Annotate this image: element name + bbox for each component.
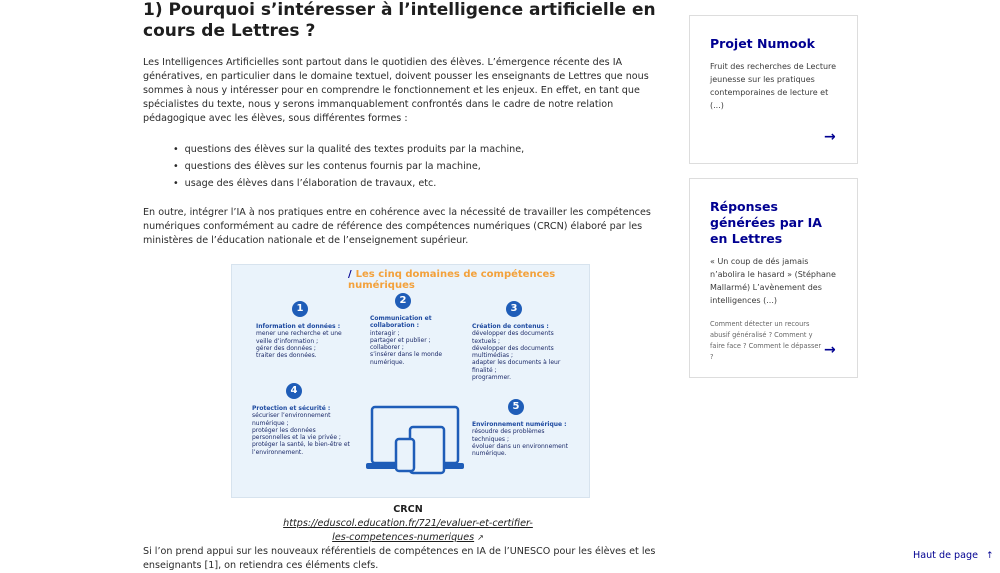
domain-protection: Protection et sécurité : sécuriser l’environnement numérique ; protéger les données personnelles et la vie privée ; protéger la santé, le bien-être et l’environnement. bbox=[252, 405, 350, 456]
figure-title: / Les cinq domaines de compétences numériques bbox=[348, 269, 556, 291]
card-detail: Comment détecter un recours abusif généralisé ? Comment y faire face ? Comment le dépasser ? bbox=[710, 320, 822, 361]
section-heading: 1) Pourquoi s’intéresser à l’intelligence artificielle en cours de Lettres ? bbox=[143, 0, 656, 41]
list-item: • questions des élèves sur les contenus fournis par la machine, bbox=[173, 158, 524, 175]
devices-illustration bbox=[364, 403, 469, 478]
crcn-link-line1[interactable]: https://eduscol.education.fr/721/evaluer-et-certifier- bbox=[283, 518, 533, 529]
domain-creation: Création de contenus : développer des documents textuels ; développer des documents multimédias ; adapter les documents à leur finalité ; programmer. bbox=[472, 323, 561, 382]
domain-information: Information et données : mener une recherche et une veille d’information ; gérer des données ; traiter des données. bbox=[256, 323, 342, 360]
arrow-right-icon[interactable]: → bbox=[824, 342, 836, 358]
external-link-icon: ↗ bbox=[477, 533, 484, 542]
domain-number: 3 bbox=[506, 301, 522, 317]
arrow-right-icon[interactable]: → bbox=[824, 129, 836, 145]
arrow-up-icon: ↑ bbox=[986, 551, 994, 561]
card-title[interactable]: Réponses générées par IA en Lettres bbox=[710, 199, 822, 246]
back-to-top-link[interactable]: Haut de page ↑ bbox=[913, 550, 994, 561]
unesco-paragraph: Si l’on prend appui sur les nouveaux référentiels de compétences en IA de l’UNESCO pour les élèves et les enseignants [1], on retiendra ces éléments clefs. bbox=[143, 546, 656, 572]
list-item: • questions des élèves sur la qualité des textes produits par la machine, bbox=[173, 141, 524, 158]
domain-number: 4 bbox=[286, 383, 302, 399]
card-title[interactable]: Projet Numook bbox=[710, 36, 815, 51]
intro-paragraph: Les Intelligences Artificielles sont partout dans le quotidien des élèves. L’émergence récente des IA génératives, en particulier dans le domaine textuel, doivent pousser les enseignants de Lettres que nous sommes à nous y intéresser pour en comprendre le fonctionnement et les enjeux. En effet, en tant que spécialistes du texte, nous y serons immanquablement confrontés dans le cadre de notre relation pédagogique avec les élèves, sous différentes formes : bbox=[143, 57, 649, 125]
domain-number: 5 bbox=[508, 399, 524, 415]
list-item: • usage des élèves dans l’élaboration de travaux, etc. bbox=[173, 175, 524, 192]
crcn-link-line2[interactable]: les-competences-numeriques ↗ bbox=[332, 532, 484, 543]
domain-environment: Environnement numérique : résoudre des problèmes techniques ; évoluer dans un environnement numérique. bbox=[472, 421, 568, 458]
card-description: Fruit des recherches de Lecture jeunesse sur les pratiques contemporaines de lecture et (...) bbox=[710, 62, 837, 110]
card-reponses-ia[interactable] bbox=[689, 178, 858, 378]
card-description: « Un coup de dés jamais n’abolira le hasard » (Stéphane Mallarmé) L’avènement des intelligences (...) bbox=[710, 257, 836, 305]
forms-list bbox=[173, 141, 524, 192]
crcn-paragraph: En outre, intégrer l’IA à nos pratiques entre en cohérence avec la nécessité de travailler les compétences numériques conformément au cadre de référence des compétences numériques (CRCN) élaboré par les ministères de l’éducation nationale et de l’enseignement supérieur. bbox=[143, 207, 651, 247]
domain-number: 2 bbox=[395, 293, 411, 309]
domain-number: 1 bbox=[292, 301, 308, 317]
crcn-figure bbox=[231, 264, 590, 498]
figure-caption: CRCN bbox=[393, 504, 423, 515]
card-projet-numook[interactable] bbox=[689, 15, 858, 164]
domain-communication: Communication et collaboration : interagir ; partager et publier ; collaborer ; s’insérer dans le monde numérique. bbox=[370, 315, 443, 366]
